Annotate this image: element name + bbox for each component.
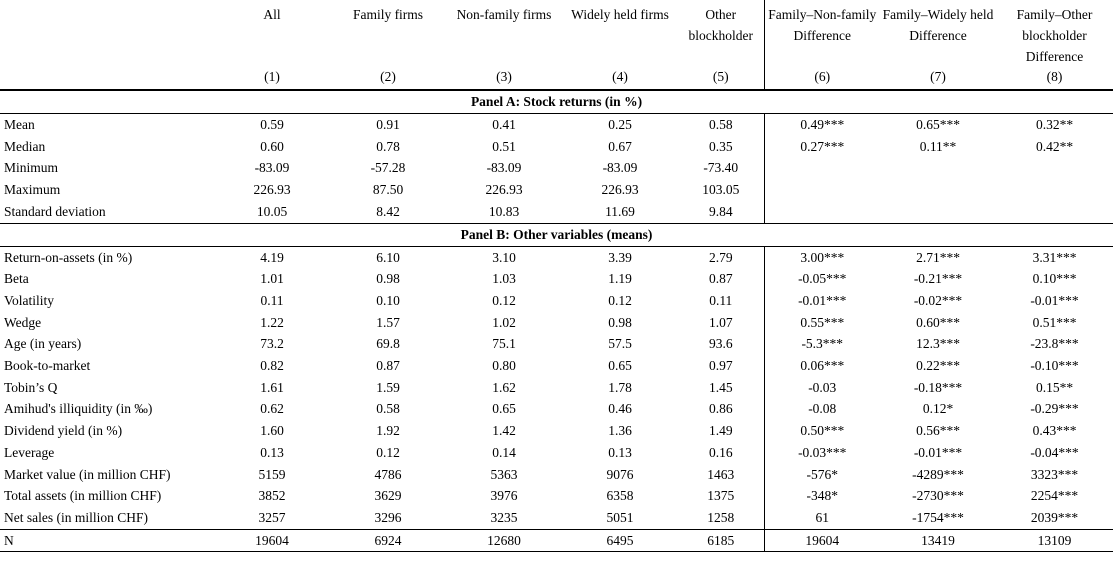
cell-col-7: 0.12*	[922, 401, 954, 417]
cell-col-6: 0.06***	[764, 355, 880, 377]
table-row	[0, 529, 1113, 552]
cell-col-3: 75.1	[492, 336, 516, 352]
cell-col-2: 0.87	[376, 358, 400, 374]
cell-col-4: 0.13	[608, 444, 632, 460]
cell-col-6: 0.49***	[764, 114, 880, 136]
row-label: Standard deviation	[4, 203, 106, 219]
cell-col-5: 0.86	[708, 401, 733, 417]
row-label: Minimum	[4, 160, 59, 176]
column-header-4: Widely held firms	[571, 7, 669, 22]
cell-col-3: 0.12	[492, 292, 516, 308]
cell-col-8: 3323***	[1030, 466, 1079, 482]
cell-col-3: 5363	[490, 466, 518, 482]
cell-col-1: 0.82	[260, 358, 284, 374]
cell-col-3: 3976	[490, 488, 518, 504]
cell-col-7: 0.60***	[916, 314, 960, 330]
column-header-2: Family firms	[352, 7, 424, 22]
cell-col-8: -0.04***	[1030, 444, 1079, 460]
cell-col-2: 69.8	[376, 336, 400, 352]
cell-col-8: 0.51***	[1032, 314, 1077, 330]
cell-col-7: 0.11**	[919, 138, 957, 154]
table-row	[0, 290, 1113, 312]
cell-col-8: -0.10***	[1030, 358, 1079, 374]
cell-col-7	[880, 179, 996, 201]
cell-col-7	[880, 157, 996, 179]
cell-col-2: 0.12	[376, 444, 400, 460]
cell-col-6	[764, 157, 880, 179]
table-row	[0, 485, 1113, 507]
cell-col-4: -83.09	[602, 160, 638, 176]
cell-col-1: 0.13	[260, 444, 284, 460]
row-label: Leverage	[4, 444, 55, 460]
table-row	[0, 442, 1113, 464]
cell-col-7: 0.22***	[916, 358, 960, 374]
cell-col-4: 0.12	[608, 292, 632, 308]
cell-col-3: -83.09	[486, 160, 522, 176]
cell-col-3: 3.10	[492, 249, 516, 265]
cell-col-4: 6495	[562, 529, 678, 552]
cell-col-7: 0.65***	[916, 117, 960, 132]
cell-col-2: 0.91	[376, 117, 400, 132]
cell-col-4: 9076	[606, 466, 634, 482]
row-label: Market value (in million CHF)	[4, 466, 171, 482]
cell-col-3: 12680	[446, 529, 562, 552]
cell-col-3: 1.02	[492, 314, 516, 330]
cell-col-7: -0.18***	[913, 379, 963, 395]
cell-col-2: 6.10	[376, 249, 400, 265]
cell-col-2: -57.28	[370, 160, 406, 176]
cell-col-6: -348*	[764, 485, 880, 507]
column-index-6: (6)	[764, 67, 880, 90]
cell-col-4: 0.98	[608, 314, 632, 330]
cell-col-6: 0.50***	[764, 420, 880, 442]
cell-col-5: 0.11	[709, 292, 733, 308]
cell-col-4: 5051	[606, 509, 634, 525]
row-label: Dividend yield (in %)	[4, 423, 123, 439]
cell-col-5: 0.58	[708, 117, 733, 132]
cell-col-4: 3.39	[608, 249, 632, 265]
row-label: Maximum	[4, 182, 61, 198]
cell-col-8: 0.43***	[1032, 423, 1077, 439]
cell-col-8: 0.10***	[1032, 271, 1077, 287]
cell-col-7: 2.71***	[916, 249, 960, 265]
cell-col-3: 0.41	[492, 117, 516, 132]
cell-col-1: 5159	[258, 466, 286, 482]
cell-col-6: -5.3***	[764, 333, 880, 355]
cell-col-5: 1.49	[708, 423, 733, 439]
column-index-2: (2)	[380, 69, 396, 84]
cell-col-2: 3629	[374, 488, 402, 504]
cell-col-3: 226.93	[485, 182, 523, 198]
row-label: Return-on-assets (in %)	[4, 249, 133, 265]
cell-col-2: 4786	[374, 466, 402, 482]
column-header-8: Family–Other blockholder Difference	[1016, 7, 1093, 64]
table-row	[0, 464, 1113, 486]
cell-col-7: -0.21***	[913, 271, 963, 287]
cell-col-1: -83.09	[254, 160, 290, 176]
cell-col-1: 1.60	[260, 423, 284, 439]
cell-col-2: 0.98	[376, 271, 400, 287]
row-label: Tobin’s Q	[4, 379, 58, 395]
cell-col-6: 61	[764, 507, 880, 529]
cell-col-3: 0.80	[492, 358, 516, 374]
cell-col-8: 3.31***	[1032, 249, 1077, 265]
cell-col-7: -2730***	[912, 488, 964, 504]
cell-col-1: 1.61	[260, 379, 284, 395]
cell-col-4: 0.67	[608, 138, 632, 154]
panel-title-row	[0, 223, 1113, 246]
cell-col-8: 0.15**	[1035, 379, 1074, 395]
row-label: Median	[4, 138, 46, 154]
cell-col-3: 0.65	[492, 401, 516, 417]
column-index-7: (7)	[930, 69, 946, 84]
table-row	[0, 136, 1113, 158]
cell-col-5: 0.87	[708, 271, 733, 287]
cell-col-2: 0.58	[376, 401, 400, 417]
cell-col-4: 6358	[606, 488, 634, 504]
header-blank	[0, 0, 214, 67]
cell-col-3: 1.42	[492, 423, 516, 439]
cell-col-7: -0.01***	[913, 444, 963, 460]
cell-col-7: -0.02***	[913, 292, 963, 308]
cell-col-6: -0.01***	[764, 290, 880, 312]
row-label: N	[0, 529, 214, 552]
cell-col-7	[880, 201, 996, 223]
cell-col-5: 0.97	[708, 358, 733, 374]
cell-col-3: 3235	[490, 509, 518, 525]
cell-col-5: 1463	[707, 466, 735, 482]
cell-col-2: 0.78	[376, 138, 400, 154]
cell-col-1: 0.62	[260, 401, 284, 417]
panel-title: Panel B: Other variables (means)	[0, 223, 1113, 246]
panel-title: Panel A: Stock returns (in %)	[0, 90, 1113, 114]
cell-col-4: 1.36	[608, 423, 632, 439]
cell-col-5: 6185	[678, 529, 764, 552]
cell-col-3: 10.83	[488, 203, 520, 219]
table-row	[0, 333, 1113, 355]
column-header-7: Family–Widely held Difference	[882, 7, 994, 43]
column-header-1: All	[263, 7, 281, 22]
cell-col-8	[996, 179, 1113, 201]
cell-col-4: 226.93	[601, 182, 639, 198]
cell-col-6: 0.55***	[764, 312, 880, 334]
cell-col-7: -4289***	[912, 466, 964, 482]
row-label: Beta	[4, 271, 29, 287]
column-header-6: Family–Non-family Difference	[764, 0, 880, 67]
cell-col-2: 87.50	[372, 182, 404, 198]
column-index-8: (8)	[1046, 69, 1063, 84]
row-label: Total assets (in million CHF)	[4, 488, 162, 504]
cell-col-4: 57.5	[608, 336, 632, 352]
cell-col-6: -0.05***	[764, 268, 880, 290]
cell-col-4: 0.65	[608, 358, 632, 374]
table-row	[0, 377, 1113, 399]
cell-col-5: 1258	[707, 509, 735, 525]
cell-col-6: 0.27***	[764, 136, 880, 158]
table-row	[0, 507, 1113, 529]
row-label: Age (in years)	[4, 336, 82, 352]
cell-col-5: 103.05	[702, 182, 740, 198]
row-label: Net sales (in million CHF)	[4, 509, 148, 525]
cell-col-6	[764, 179, 880, 201]
cell-col-2: 0.10	[376, 292, 400, 308]
row-label: Volatility	[4, 292, 55, 308]
cell-col-2: 1.92	[376, 423, 400, 439]
cell-col-8	[996, 201, 1113, 223]
cell-col-8	[996, 157, 1113, 179]
cell-col-1: 73.2	[260, 336, 284, 352]
cell-col-5: 2.79	[708, 249, 733, 265]
cell-col-1: 19604	[214, 529, 330, 552]
cell-col-6: -576*	[764, 464, 880, 486]
cell-col-6: 3.00***	[764, 246, 880, 268]
cell-col-1: 226.93	[253, 182, 291, 198]
cell-col-1: 0.60	[260, 138, 284, 154]
cell-col-7: 12.3***	[916, 336, 960, 352]
table-row	[0, 114, 1113, 136]
column-header-5: Other blockholder	[688, 7, 753, 43]
cell-col-2: 1.57	[376, 314, 400, 330]
cell-col-1: 10.05	[256, 203, 288, 219]
cell-col-3: 0.14	[492, 444, 516, 460]
cell-col-5: 1.07	[708, 314, 733, 330]
cell-col-8: 2039***	[1030, 509, 1079, 525]
cell-col-6: -0.08	[764, 398, 880, 420]
cell-col-1: 0.59	[260, 117, 284, 132]
cell-col-2: 3296	[374, 509, 402, 525]
cell-col-6: 19604	[764, 529, 880, 552]
cell-col-5: 0.16	[708, 444, 733, 460]
header-blank-index	[0, 67, 214, 90]
cell-col-5: 9.84	[708, 203, 733, 219]
cell-col-8: -0.01***	[1030, 292, 1079, 308]
cell-col-5: 93.6	[708, 336, 733, 352]
table-row	[0, 179, 1113, 201]
cell-col-2: 8.42	[376, 203, 400, 219]
row-label: Amihud's illiquidity (in ‰)	[4, 401, 153, 417]
table-row	[0, 157, 1113, 179]
cell-col-5: 0.35	[708, 138, 733, 154]
cell-col-6: -0.03***	[764, 442, 880, 464]
column-header-3: Non-family firms	[456, 7, 552, 22]
cell-col-8: 2254***	[1030, 488, 1079, 504]
cell-col-7: -1754***	[912, 509, 964, 525]
cell-col-1: 1.01	[260, 271, 284, 287]
cell-col-2: 6924	[330, 529, 446, 552]
table-row	[0, 420, 1113, 442]
cell-col-4: 1.19	[608, 271, 632, 287]
cell-col-4: 1.78	[608, 379, 632, 395]
column-index-1: (1)	[264, 69, 280, 84]
column-index-4: (4)	[612, 69, 628, 84]
column-index-5: (5)	[712, 69, 729, 84]
cell-col-8: 0.42**	[1035, 138, 1074, 154]
cell-col-1: 4.19	[260, 249, 284, 265]
cell-col-5: 1.45	[708, 379, 733, 395]
table-row	[0, 312, 1113, 334]
table-row	[0, 201, 1113, 223]
table-body	[0, 90, 1113, 552]
panel-title-row	[0, 90, 1113, 114]
cell-col-8: -0.29***	[1030, 401, 1079, 417]
cell-col-6: -0.03	[764, 377, 880, 399]
cell-col-3: 1.62	[492, 379, 516, 395]
cell-col-7: 0.56***	[916, 423, 960, 439]
cell-col-5: 1375	[707, 488, 735, 504]
row-label: Book-to-market	[4, 358, 91, 374]
cell-col-4: 0.46	[608, 401, 632, 417]
cell-col-1: 0.11	[260, 292, 284, 308]
cell-col-8: -23.8***	[1030, 336, 1079, 352]
cell-col-8: 0.32**	[1035, 117, 1074, 132]
table-header	[0, 0, 1113, 90]
cell-col-3: 0.51	[492, 138, 516, 154]
cell-col-6	[764, 201, 880, 223]
cell-col-1: 3257	[258, 509, 286, 525]
cell-col-4: 0.25	[608, 117, 632, 132]
row-label: Mean	[4, 117, 35, 132]
cell-col-5: -73.40	[703, 160, 739, 176]
table-row	[0, 246, 1113, 268]
cell-col-1: 3852	[258, 488, 286, 504]
cell-col-3: 1.03	[492, 271, 516, 287]
cell-col-4: 11.69	[605, 203, 635, 219]
table-row	[0, 355, 1113, 377]
cell-col-7: 13419	[880, 529, 996, 552]
table-row	[0, 398, 1113, 420]
cell-col-1: 1.22	[260, 314, 284, 330]
column-index-3: (3)	[496, 69, 512, 84]
table-row	[0, 268, 1113, 290]
row-label: Wedge	[4, 314, 42, 330]
cell-col-2: 1.59	[376, 379, 400, 395]
cell-col-8: 13109	[996, 529, 1113, 552]
